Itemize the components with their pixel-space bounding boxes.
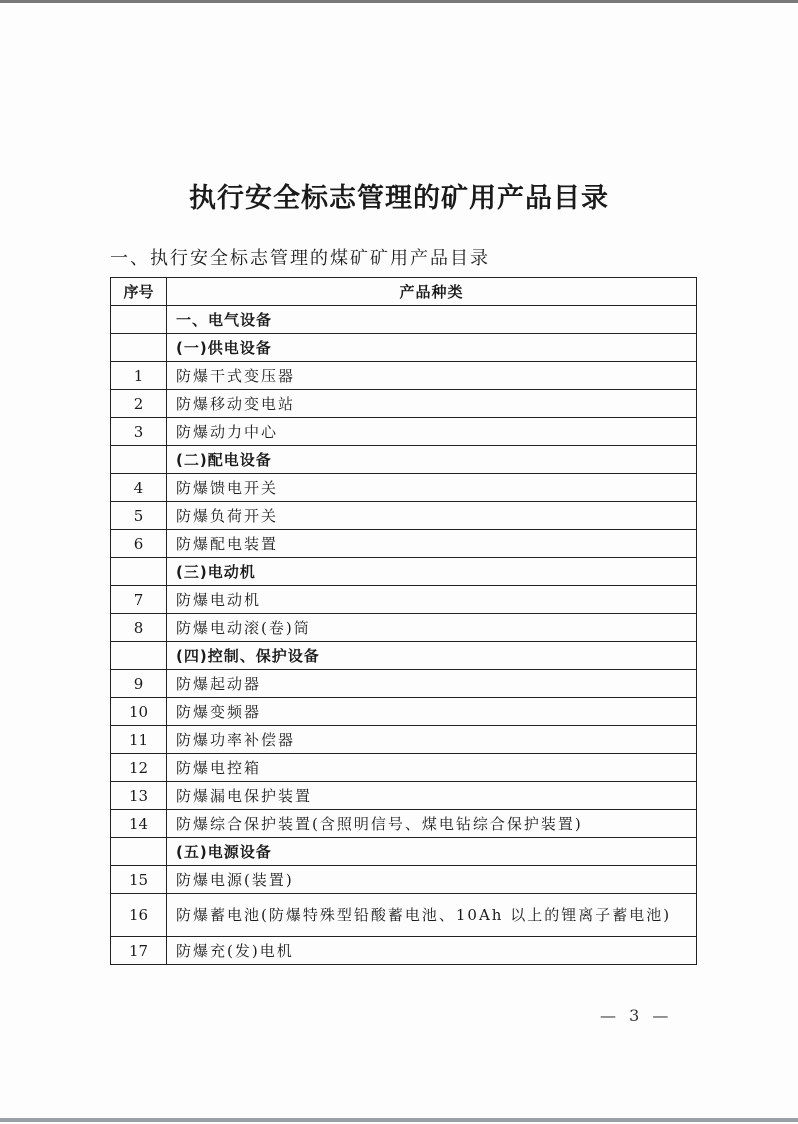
row-product-name: 防爆动力中心 bbox=[167, 418, 697, 446]
row-product-name: 防爆充(发)电机 bbox=[167, 937, 697, 965]
row-serial-number: 2 bbox=[111, 390, 167, 418]
row-serial-number bbox=[111, 838, 167, 866]
row-product-name: 防爆馈电开关 bbox=[167, 474, 697, 502]
top-edge-rule bbox=[0, 0, 798, 3]
table-row bbox=[111, 586, 697, 614]
row-product-name: 防爆电动机 bbox=[167, 586, 697, 614]
row-serial-number: 14 bbox=[111, 810, 167, 838]
row-serial-number bbox=[111, 558, 167, 586]
row-product-name: 防爆电动滚(卷)筒 bbox=[167, 614, 697, 642]
section-heading: 一、执行安全标志管理的煤矿矿用产品目录 bbox=[110, 248, 490, 269]
table-row bbox=[111, 418, 697, 446]
row-product-name: 防爆配电装置 bbox=[167, 530, 697, 558]
table-row bbox=[111, 726, 697, 754]
table-row bbox=[111, 502, 697, 530]
table-row bbox=[111, 698, 697, 726]
row-product-name: (三)电动机 bbox=[167, 558, 697, 586]
row-product-name: (二)配电设备 bbox=[167, 446, 697, 474]
table-row bbox=[111, 446, 697, 474]
row-serial-number: 15 bbox=[111, 866, 167, 894]
row-serial-number: 8 bbox=[111, 614, 167, 642]
table-row bbox=[111, 782, 697, 810]
row-product-name: 防爆负荷开关 bbox=[167, 502, 697, 530]
row-serial-number: 6 bbox=[111, 530, 167, 558]
row-serial-number: 13 bbox=[111, 782, 167, 810]
table-row bbox=[111, 390, 697, 418]
table-row bbox=[111, 474, 697, 502]
row-serial-number bbox=[111, 334, 167, 362]
row-product-name: 防爆干式变压器 bbox=[167, 362, 697, 390]
row-product-name: (四)控制、保护设备 bbox=[167, 642, 697, 670]
row-serial-number: 5 bbox=[111, 502, 167, 530]
row-product-name: 防爆移动变电站 bbox=[167, 390, 697, 418]
table-row bbox=[111, 614, 697, 642]
row-product-name: 防爆起动器 bbox=[167, 670, 697, 698]
table-row bbox=[111, 937, 697, 965]
table-row bbox=[111, 558, 697, 586]
row-serial-number bbox=[111, 642, 167, 670]
row-serial-number: 1 bbox=[111, 362, 167, 390]
bottom-edge-rule bbox=[0, 1118, 798, 1122]
row-product-name: 一、电气设备 bbox=[167, 306, 697, 334]
row-serial-number: 9 bbox=[111, 670, 167, 698]
table-row bbox=[111, 334, 697, 362]
row-product-name: 防爆功率补偿器 bbox=[167, 726, 697, 754]
row-product-name: 防爆漏电保护装置 bbox=[167, 782, 697, 810]
header-product-category: 产品种类 bbox=[167, 278, 697, 306]
row-serial-number bbox=[111, 446, 167, 474]
row-product-name: 防爆电源(装置) bbox=[167, 866, 697, 894]
row-product-name: (五)电源设备 bbox=[167, 838, 697, 866]
table-row bbox=[111, 838, 697, 866]
row-serial-number: 17 bbox=[111, 937, 167, 965]
row-serial-number: 16 bbox=[111, 894, 167, 937]
page-number: — 3 — bbox=[600, 1006, 673, 1025]
row-serial-number: 11 bbox=[111, 726, 167, 754]
table-row bbox=[111, 894, 697, 937]
row-serial-number: 10 bbox=[111, 698, 167, 726]
row-serial-number: 4 bbox=[111, 474, 167, 502]
table-row bbox=[111, 670, 697, 698]
row-product-name: 防爆蓄电池(防爆特殊型铅酸蓄电池、10Ah 以上的锂离子蓄电池) bbox=[167, 894, 697, 937]
header-serial-number: 序号 bbox=[111, 278, 167, 306]
table-row bbox=[111, 362, 697, 390]
table-row bbox=[111, 530, 697, 558]
table-row bbox=[111, 754, 697, 782]
document-title: 执行安全标志管理的矿用产品目录 bbox=[189, 183, 609, 214]
row-serial-number: 7 bbox=[111, 586, 167, 614]
table-row bbox=[111, 306, 697, 334]
product-catalog-table bbox=[110, 277, 697, 965]
row-product-name: 防爆电控箱 bbox=[167, 754, 697, 782]
row-serial-number bbox=[111, 306, 167, 334]
row-product-name: 防爆变频器 bbox=[167, 698, 697, 726]
row-serial-number: 3 bbox=[111, 418, 167, 446]
table-header-row bbox=[111, 278, 697, 306]
table-row bbox=[111, 810, 697, 838]
row-product-name: 防爆综合保护装置(含照明信号、煤电钻综合保护装置) bbox=[167, 810, 697, 838]
table-row bbox=[111, 866, 697, 894]
table-row bbox=[111, 642, 697, 670]
row-serial-number: 12 bbox=[111, 754, 167, 782]
row-product-name: (一)供电设备 bbox=[167, 334, 697, 362]
